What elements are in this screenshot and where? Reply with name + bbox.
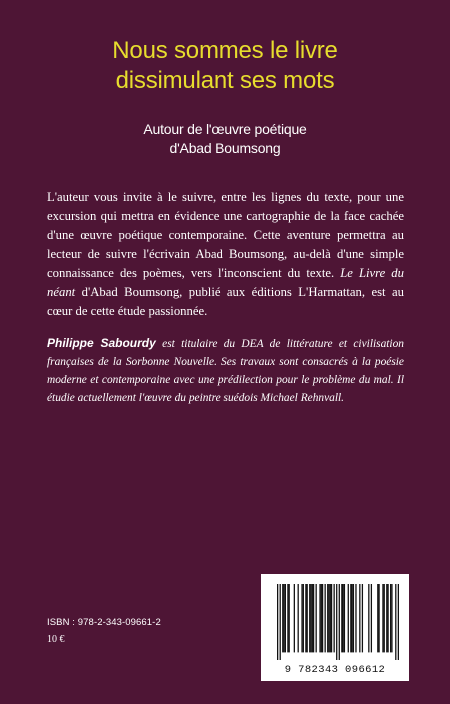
barcode-bar xyxy=(382,584,383,652)
barcode-bar xyxy=(319,584,320,652)
barcode-bar xyxy=(307,584,308,652)
barcode-bar xyxy=(328,584,329,652)
book-subtitle xyxy=(0,120,450,158)
barcode-bar xyxy=(362,584,363,652)
barcode-bar xyxy=(353,584,354,652)
barcode-bar xyxy=(309,584,310,652)
barcode-bar xyxy=(355,584,356,652)
book-title xyxy=(0,36,450,96)
barcode-bar xyxy=(301,584,302,652)
barcode-bar xyxy=(280,584,281,660)
author-bio-text: est titulaire du DEA de littérature et civilisation françaises de la Sorbonne Nouvelle. Ses travaux sont consacrés à la poésie moderne et contemporaine avec une prédilection pour le problème du mal. Il étudie actuellement l'œuvre du peintre suédois Michael Rehnvall. xyxy=(47,338,404,404)
book-title-line-1: Nous sommes le livre xyxy=(112,37,338,64)
barcode-bar xyxy=(310,584,311,652)
barcode-bar xyxy=(282,584,283,652)
barcode-bar xyxy=(359,584,360,652)
barcode-bar xyxy=(339,584,340,660)
book-description xyxy=(47,188,404,321)
description-part-1: L'auteur vous invite à le suivre, entre les lignes du texte, pour une excursion qui mettra en évidence une cartographie de la face cachée d'une œuvre poétique contemporaine. Cette aventure permettra au lecteur de suivre l'écrivain Abad Boumsong, au-delà d'une simple connaissance des poèmes, vers l'inconscient du texte. xyxy=(47,190,404,280)
barcode-bar xyxy=(378,584,379,652)
barcode-bar xyxy=(327,584,328,652)
barcode-bar xyxy=(313,584,314,652)
barcode-bar xyxy=(336,584,337,660)
book-title-line-2: dissimulant ses mots xyxy=(115,67,335,94)
barcode-bar xyxy=(341,584,342,652)
barcode-bar xyxy=(384,584,385,652)
author-name: Philippe Sabourdy xyxy=(47,336,156,350)
barcode-bar xyxy=(371,584,372,652)
barcode-bar xyxy=(287,584,288,652)
barcode-bar xyxy=(348,584,349,652)
barcode-bar xyxy=(283,584,284,652)
barcode-bar xyxy=(303,584,304,652)
barcode-bar xyxy=(294,584,295,652)
barcode-image xyxy=(277,584,399,660)
barcode-bar xyxy=(377,584,378,652)
barcode-panel xyxy=(261,574,409,681)
barcode-bar xyxy=(289,584,290,652)
barcode-bar xyxy=(330,584,331,652)
barcode-bar xyxy=(368,584,369,652)
barcode-bar xyxy=(322,584,323,652)
barcode-bar xyxy=(387,584,388,652)
isbn-label: ISBN : 978-2-343-09661-2 xyxy=(47,617,161,628)
barcode-bar xyxy=(321,584,322,652)
barcode-bar xyxy=(386,584,387,652)
barcode-bar xyxy=(351,584,352,652)
barcode-bar xyxy=(350,584,351,652)
barcode-bar xyxy=(395,584,396,660)
description-book-title: Le Livre du néant xyxy=(47,266,404,299)
description-part-2: d'Abad Boumsong, publié aux éditions L'Harmattan, est au cœur de cette étude passionnée. xyxy=(47,285,404,318)
barcode-bar xyxy=(305,584,306,652)
barcode-bar xyxy=(277,584,278,660)
barcode-bar xyxy=(285,584,286,652)
barcode-bar xyxy=(331,584,332,652)
barcode-number: 9 782343 096612 xyxy=(284,664,386,676)
author-bio xyxy=(47,334,404,407)
barcode-bar xyxy=(298,584,299,652)
price-label: 10 € xyxy=(47,634,65,645)
book-subtitle-line-1: Autour de l'œuvre poétique xyxy=(143,121,307,137)
barcode-bar xyxy=(390,584,391,652)
barcode-bar xyxy=(325,584,326,652)
barcode-bar xyxy=(312,584,313,652)
barcode-bar xyxy=(334,584,335,652)
barcode-bar xyxy=(398,584,399,660)
barcode-bar xyxy=(391,584,392,652)
book-subtitle-line-2: d'Abad Boumsong xyxy=(169,140,281,156)
barcode-bar xyxy=(316,584,317,652)
barcode-bar xyxy=(344,584,345,652)
barcode-bar xyxy=(342,584,343,652)
